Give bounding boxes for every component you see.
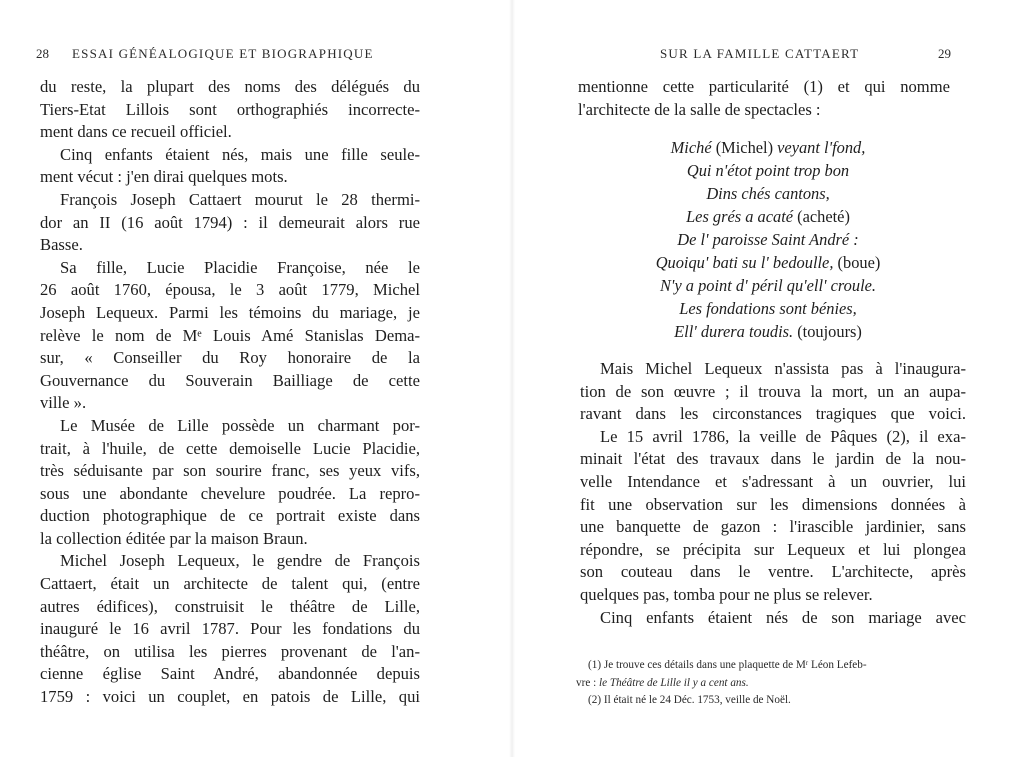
poem-verse-italic: veyant l'fond, (777, 138, 866, 157)
patois-poem (512, 136, 1024, 343)
text-line: la collection éditée par la maison Braun. (40, 528, 308, 548)
text-line: Cinq enfants étaient nés de son mariage avec (600, 607, 966, 627)
text-line: du reste, la plupart des noms des délégués du (40, 77, 420, 96)
text-line: relève le nom de Mᵉ Louis Amé Stanislas Dema- (40, 325, 420, 345)
poem-verse (512, 182, 1024, 205)
text-line: répondre, se précipita sur Lequeux et lui plongea (580, 539, 966, 559)
poem-verse-italic: N'y a point d' péril qu'ell' croule. (660, 276, 876, 295)
text-line: Basse. (40, 235, 83, 255)
poem-verse (512, 320, 1024, 343)
right-running-head: SUR LA FAMILLE CATTAERT (660, 46, 860, 61)
poem-verse (512, 228, 1024, 251)
poem-verse-italic: Quoiqu' bati su l' bedoulle, (655, 253, 834, 272)
text-line: Gouvernance du Souverain Bailliage de cette (40, 370, 420, 390)
text-line: Mais Michel Lequeux n'assista pas à l'inaugura- (600, 359, 966, 378)
poem-verse (512, 136, 1024, 159)
poem-verse-italic: De l' paroisse Saint André : (677, 230, 859, 249)
text-line: inauguré le 16 avril 1787. Pour les fondations du (40, 619, 420, 639)
text-line: autres édifices), construisit le théâtre de Lille, (40, 596, 420, 616)
poem-verse-gloss: (Michel) (711, 138, 778, 157)
footnote-1-line-1: (1) Je trouve ces détails dans une plaquette de Mʳ Léon Lefeb- (588, 659, 867, 671)
poem-verse-italic: Miché (670, 138, 712, 157)
poem-verse-italic: Ell' durera toudis. (674, 322, 794, 341)
text-line: 26 août 1760, épousa, le 3 août 1779, Michel (40, 280, 420, 300)
footnote-1-title: le Théâtre de Lille il y a cent ans. (599, 677, 749, 689)
text-line: Cinq enfants étaient nés, mais une fille seule- (60, 144, 420, 164)
text-line: Sa fille, Lucie Placidie Françoise, née le (60, 257, 420, 277)
text-line: François Joseph Cattaert mourut le 28 thermi- (60, 189, 420, 209)
poem-verse-italic: Les fondations sont bénies, (679, 299, 857, 318)
text-line: ment dans ce recueil officiel. (40, 122, 232, 142)
text-line: ravant dans les circonstances tragiques que voici. (580, 404, 966, 424)
text-line: Le Musée de Lille possède un charmant por- (60, 415, 420, 435)
poem-verse (512, 251, 1024, 274)
text-line: son couteau dans le ventre. L'architecte, après (580, 562, 966, 582)
text-line: Cattaert, était un architecte de talent qui, (entre (40, 574, 420, 594)
text-line: minait l'état des travaux dans le jardin de la nou- (580, 449, 966, 469)
poem-verse (512, 159, 1024, 182)
text-line: 1759 : voici un couplet, en patois de Lille, qui (40, 687, 420, 707)
poem-verse-gloss: (toujours) (793, 322, 862, 341)
poem-verse (512, 205, 1024, 228)
left-running-head: ESSAI GÉNÉALOGIQUE ET BIOGRAPHIQUE (72, 46, 374, 61)
text-line: Tiers-Etat Lillois sont orthographiés incorrecte- (40, 99, 420, 119)
text-line: trait, à l'huile, de cette demoiselle Lucie Placidie, (40, 438, 420, 458)
text-line: théâtre, on utilisa les pierres provenant de l'an- (40, 641, 420, 661)
text-line: Le 15 avril 1786, la veille de Pâques (2), il exa- (600, 426, 966, 446)
left-body-text (40, 76, 420, 709)
text-line: tion de son œuvre ; il trouva la mort, un an aupa- (580, 381, 966, 401)
right-page (512, 0, 1024, 757)
right-body-text (580, 358, 966, 629)
text-line: une banquette de gazon : l'irascible jardinier, sans (580, 517, 966, 537)
text-line: très séduisante par son sourire franc, ses yeux vifs, (40, 461, 420, 481)
poem-verse-gloss: (acheté) (793, 207, 850, 226)
poem-verse-italic: Qui n'étot point trop bon (686, 161, 850, 180)
text-line: l'architecte de la salle de spectacles : (578, 99, 821, 119)
text-line: ment vécut : j'en dirai quelques mots. (40, 167, 288, 187)
poem-verse-italic: Dins chés cantons, (706, 184, 830, 203)
footnote-1-lead: vre : (576, 677, 599, 689)
right-intro-text (578, 76, 950, 121)
text-line: ville ». (40, 393, 87, 413)
text-line: Joseph Lequeux. Parmi les témoins du mariage, je (40, 302, 420, 322)
footnote-1-line-2 (576, 675, 749, 691)
left-page-number: 28 (36, 46, 49, 61)
text-line: dor an II (16 août 1794) : il demeurait alors rue (40, 212, 420, 232)
text-line: Michel Joseph Lequeux, le gendre de François (60, 551, 420, 571)
poem-verse-gloss: (boue) (833, 253, 881, 272)
right-page-number: 29 (938, 46, 951, 61)
text-line: sur, « Conseiller du Roy honoraire de la (40, 348, 420, 368)
text-line: duction photographique de ce portrait existe dans (40, 506, 420, 526)
poem-verse (512, 297, 1024, 320)
text-line: cienne église Saint André, abandonnée depuis (40, 664, 420, 684)
footnote-2: (2) Il était né le 24 Déc. 1753, veille de Noël. (588, 694, 791, 706)
text-line: quelques pas, tomba pour ne plus se relever. (580, 584, 873, 604)
text-line: fit une observation sur les dimensions données à (580, 494, 966, 514)
text-line: mentionne cette particularité (1) et qui nomme (578, 77, 950, 96)
poem-verse (512, 274, 1024, 297)
text-line: velle Intendance et s'adressant à un ouvrier, lui (580, 471, 966, 491)
text-line: sous une abondante chevelure poudrée. La repro- (40, 483, 420, 503)
poem-verse-italic: Les grés a acaté (686, 207, 794, 226)
